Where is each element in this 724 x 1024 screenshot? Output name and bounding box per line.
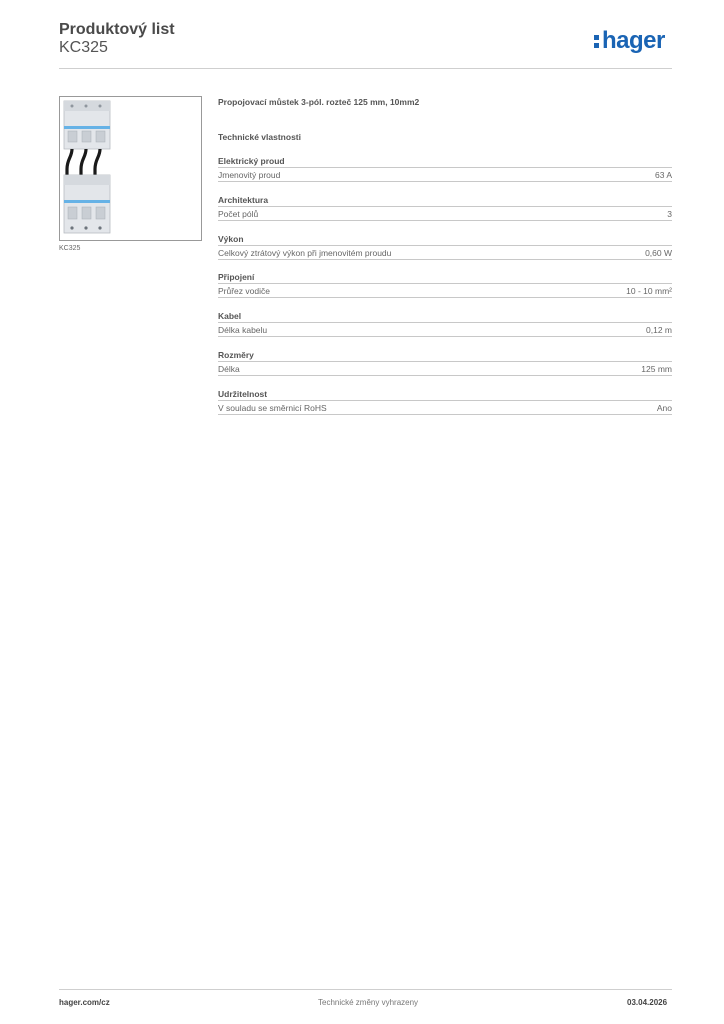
technical-properties-title: Technické vlastnosti	[218, 132, 301, 142]
spec-value: 10 - 10 mm²	[626, 286, 672, 296]
spec-group-electric-current	[218, 155, 672, 182]
hager-logo	[594, 26, 665, 56]
header-divider	[59, 68, 672, 69]
spec-heading: Kabel	[218, 310, 672, 323]
spec-row	[218, 284, 672, 298]
spec-value: 0,12 m	[646, 325, 672, 335]
spec-row	[218, 323, 672, 337]
spec-heading: Připojení	[218, 271, 672, 284]
spec-group-cable	[218, 310, 672, 337]
spec-row	[218, 207, 672, 221]
spec-group-architecture	[218, 194, 672, 221]
spec-group-dimensions	[218, 349, 672, 376]
spec-row	[218, 168, 672, 182]
spec-heading: Udržitelnost	[218, 388, 672, 401]
spec-group-sustainability	[218, 388, 672, 415]
spec-group-power	[218, 233, 672, 260]
spec-heading: Elektrický proud	[218, 155, 672, 168]
busbar-breaker-illustration	[60, 97, 201, 240]
product-image	[59, 96, 202, 241]
spec-row	[218, 362, 672, 376]
spec-label: Celkový ztrátový výkon při jmenovitém proudu	[218, 248, 392, 258]
spec-heading: Architektura	[218, 194, 672, 207]
spec-heading: Výkon	[218, 233, 672, 246]
spec-value: 3	[667, 209, 672, 219]
spec-value: Ano	[656, 403, 672, 413]
spec-label: V souladu se směrnicí RoHS	[218, 403, 327, 413]
spec-value: 0,60 W	[645, 248, 672, 258]
spec-row	[218, 401, 672, 415]
spec-label: Jmenovitý proud	[218, 170, 281, 180]
spec-group-connection	[218, 271, 672, 298]
footer-divider	[59, 989, 672, 990]
spec-value: 63 A	[654, 170, 672, 180]
spec-label: Délka kabelu	[218, 325, 268, 335]
spec-value: 125 mm	[641, 364, 672, 374]
footer-date: 03.04.2026	[627, 998, 668, 1007]
spec-row	[218, 246, 672, 260]
spec-heading: Rozměry	[218, 349, 672, 362]
footer-website-link[interactable]: hager.com/cz	[59, 998, 110, 1007]
header-title: Produktový list	[59, 21, 175, 38]
product-description: Propojovací můstek 3-pól. rozteč 125 mm, 10mm2	[218, 97, 420, 107]
logo-text: hager	[602, 27, 665, 54]
spec-label: Průřez vodiče	[218, 286, 270, 296]
footer-note: Technické změny vyhrazeny	[318, 998, 419, 1007]
logo-dots-icon	[594, 33, 600, 49]
image-caption: KC325	[59, 245, 81, 252]
spec-label: Délka	[218, 364, 240, 374]
spec-label: Počet pólů	[218, 209, 259, 219]
product-code-subtitle: KC325	[59, 39, 108, 56]
